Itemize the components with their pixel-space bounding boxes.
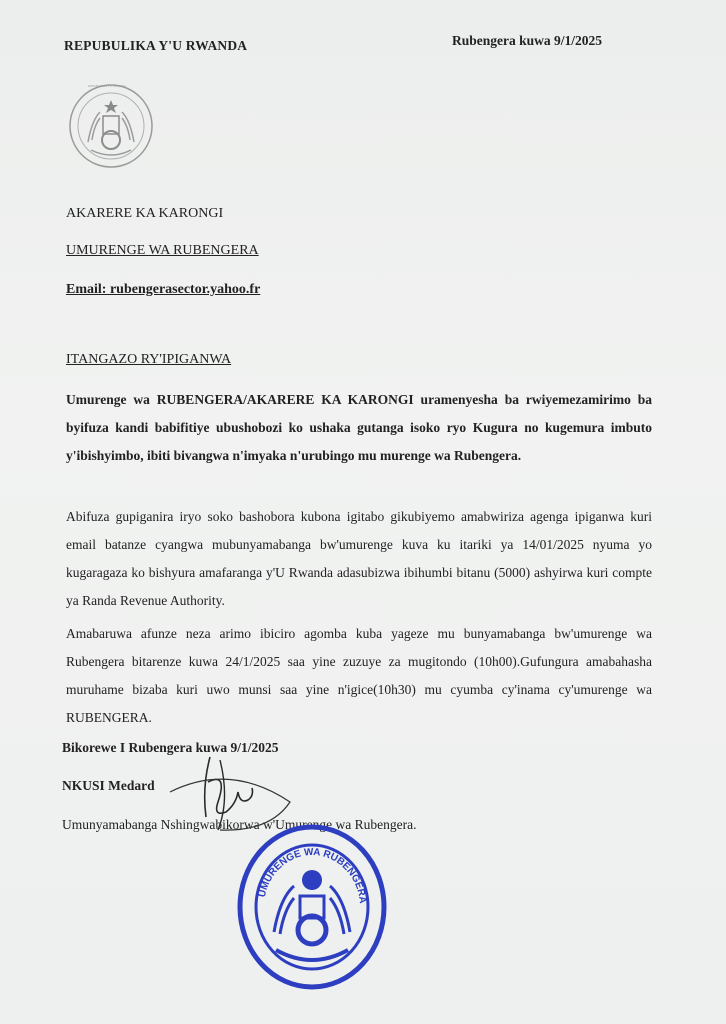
stamp-text: UMURENGE WA RUBENGERA <box>256 846 368 905</box>
handwritten-signature-icon <box>150 752 300 832</box>
official-stamp-icon <box>234 822 390 992</box>
republic-header: REPUBULIKA Y'U RWANDA <box>64 38 248 53</box>
notice-title: ITANGAZO RY'IPIGANWA <box>66 352 232 367</box>
paragraph-3: Amabaruwa afunze neza arimo ibiciro agomba kuba yageze mu bunyamabanga bw'umurenge wa Rubengera bitarenze kuwa 24/1/2025 saa yine zuzuye za mugitondo (10h00).Gufungura amabahasha muruhame bizaba kuri uwo munsi saa yine n'igice(10h30) mu cyumba cy'inama cy'umurenge wa RUBENGERA. <box>66 626 652 725</box>
signatory-name: NKUSI Medard <box>62 778 155 793</box>
paragraph-1: Umurenge wa RUBENGERA/AKARERE KA KARONGI uramenyesha ba rwiyemezamirimo ba byifuza kandi babifitiye ubushobozi ko ushaka gutanga isoko ryo Kugura no kugemura imbuto y'ibishyimbo, ibiti bivangwa n'imyaka n'urubingo mu murenge wa Rubengera. <box>66 392 652 463</box>
paragraph-2: Abifuza gupiganira iryo soko bashobora kubona igitabo gikubiyemo amabwiriza agenga ipiganwa kuri email batanze cyangwa mubunyamabanga bw'umurenge kuva ku itariki ya 14/01/2025 nyuma yo kugaragaza ko bishyura amafaranga y'U Rwanda adasubizwa ibihumbi bitanu (5000) ashyirwa kuri compte ya Randa Revenue Authority. <box>66 509 652 608</box>
place-date: Rubengera kuwa 9/1/2025 <box>452 33 603 48</box>
signatory-role: Umunyamabanga Nshingwabikorwa w'Umurenge wa Rubengera. <box>62 817 417 832</box>
done-at-line: Bikorewe I Rubengera kuwa 9/1/2025 <box>62 740 279 755</box>
email-line: Email: rubengerasector.yahoo.fr <box>66 282 261 297</box>
sector-name: UMURENGE WA RUBENGERA <box>66 243 259 258</box>
seal-caption: REPUBULIKA Y'U RWANDA <box>88 84 127 88</box>
coat-of-arms-seal-icon <box>66 80 156 172</box>
district-name: AKARERE KA KARONGI <box>66 206 224 221</box>
